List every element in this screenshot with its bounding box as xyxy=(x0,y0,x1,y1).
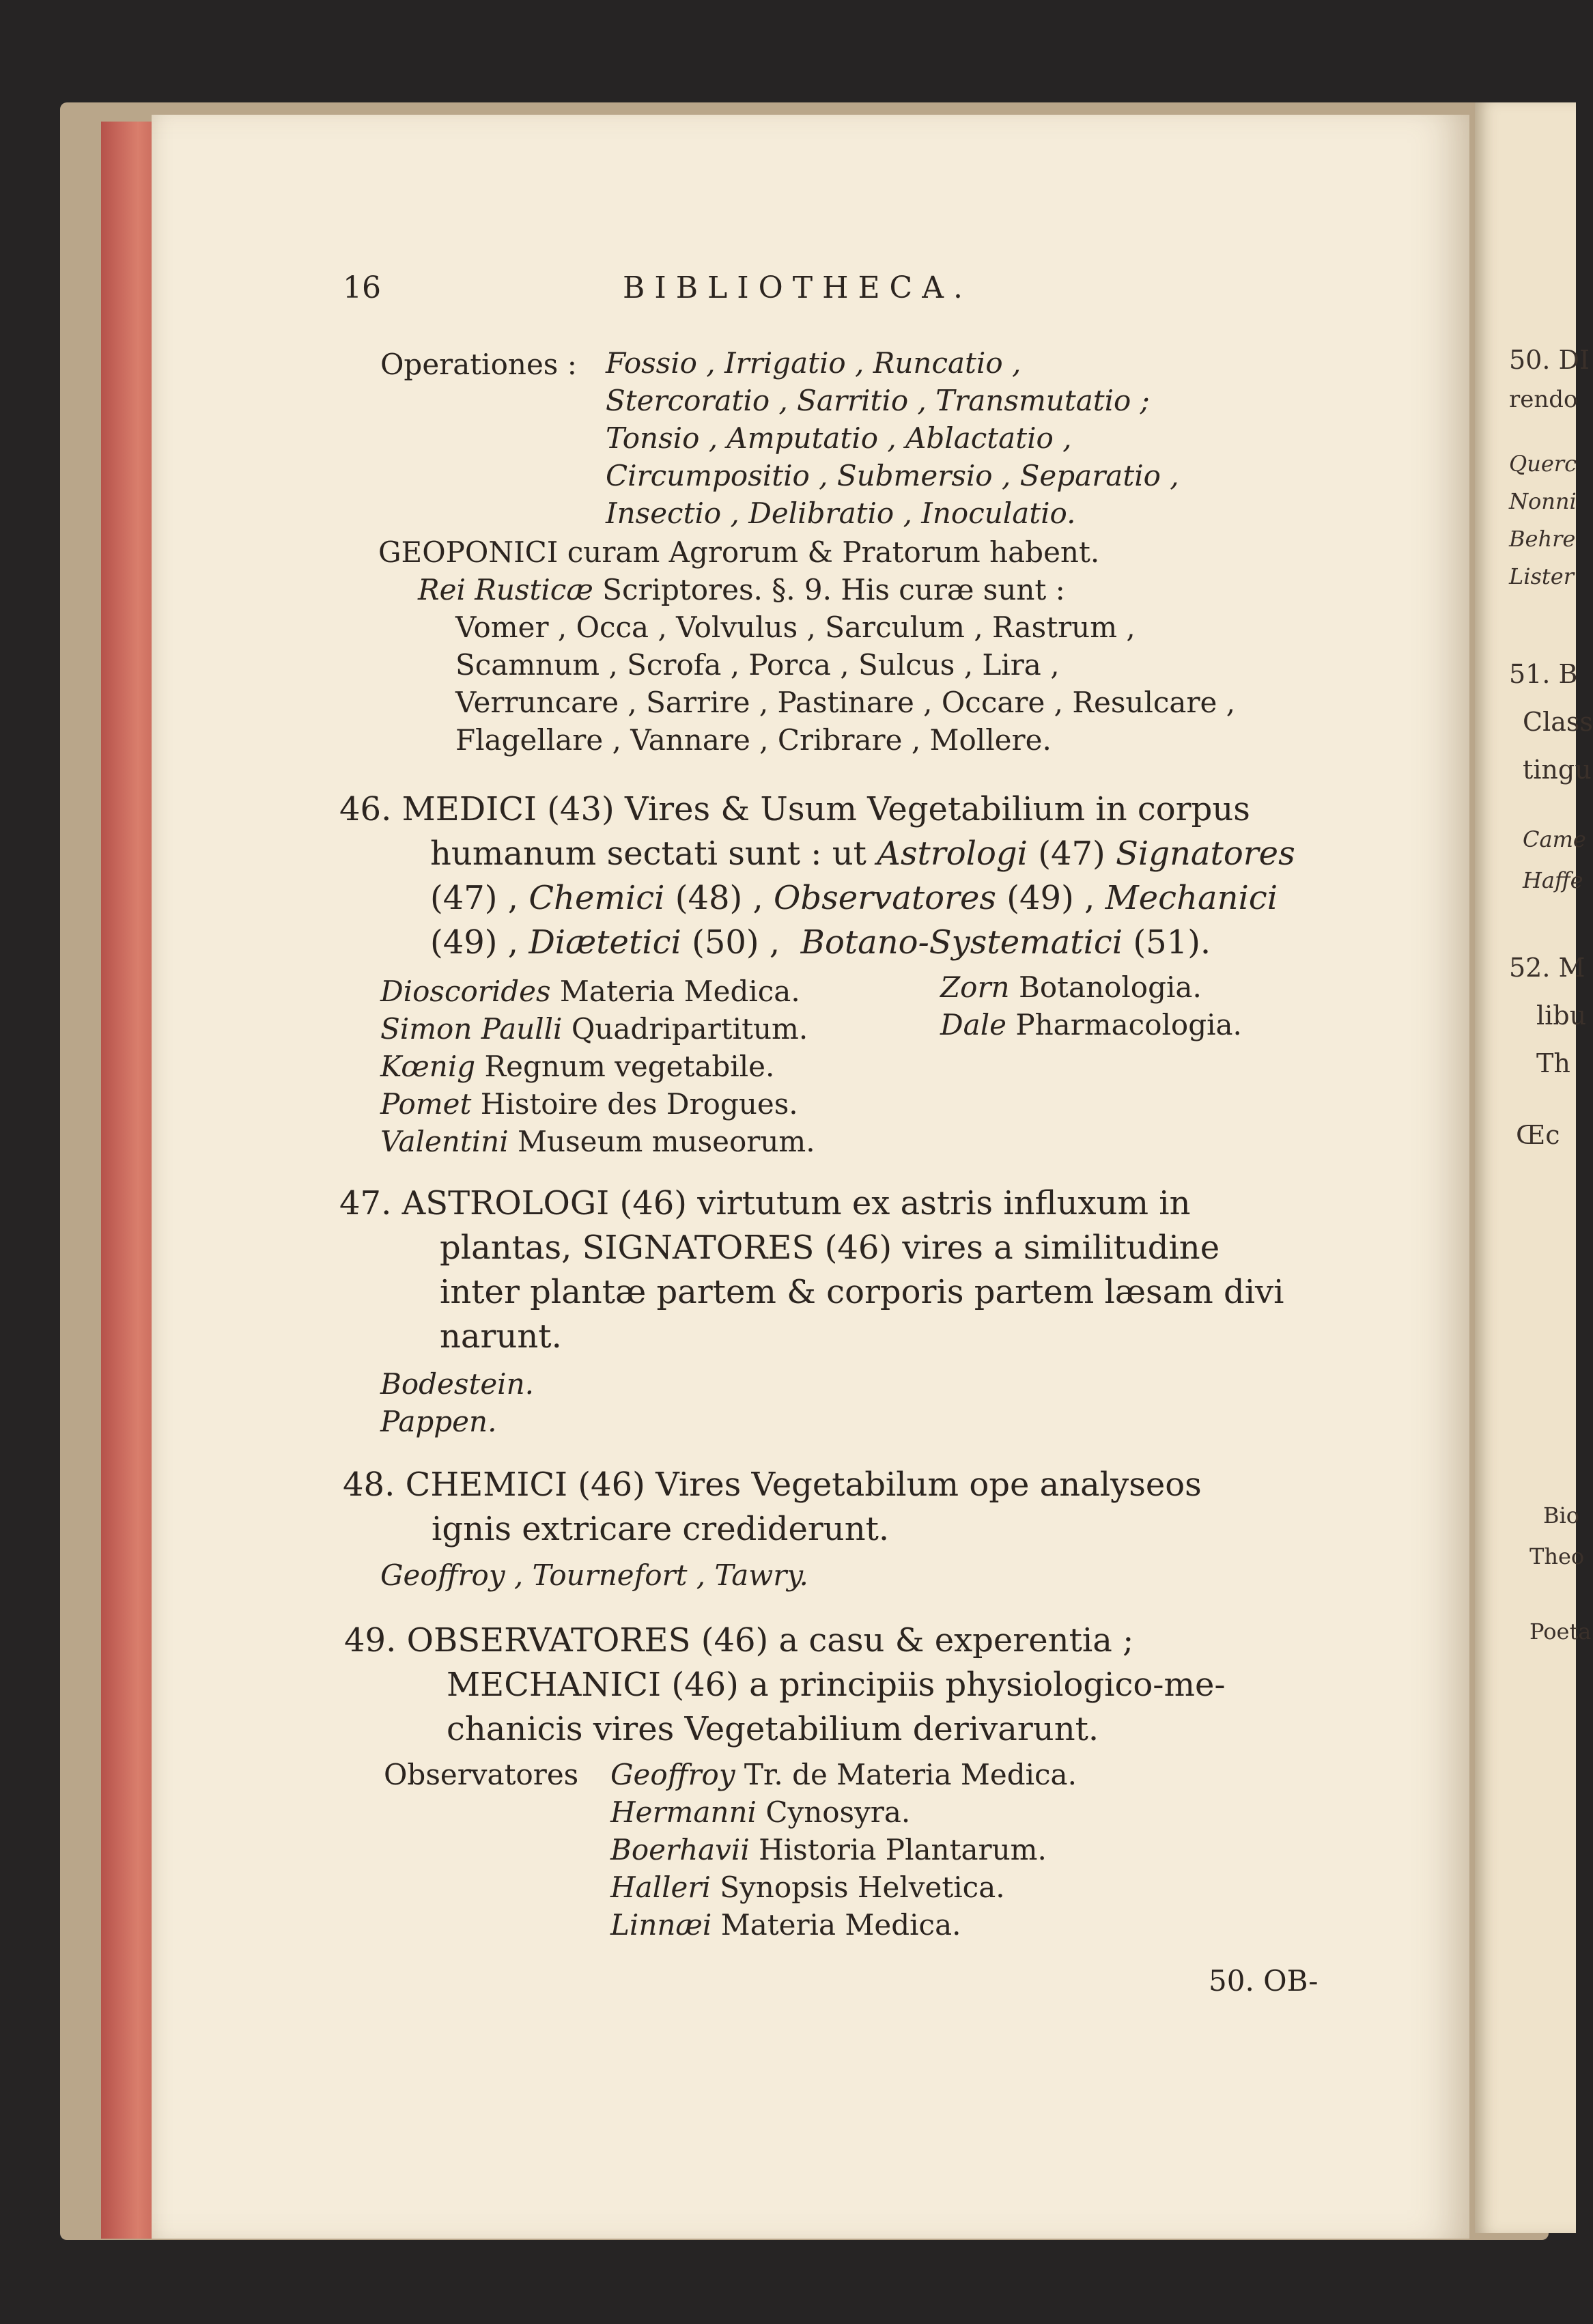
section-47-line: plantas, SIGNATORES (46) vires a similitudine xyxy=(440,1229,1220,1267)
operationes-line: Fossio , Irrigatio , Runcatio , xyxy=(606,346,1021,380)
section-49-line: chanicis vires Vegetabilium derivarunt. xyxy=(447,1710,1099,1748)
reference: Hermanni Cynosyra. xyxy=(610,1795,911,1829)
reference: Dale Pharmacologia. xyxy=(940,1008,1242,1041)
section-48-line: ignis extricare crediderunt. xyxy=(432,1510,890,1548)
np-fragment: Behre xyxy=(1509,526,1576,552)
np-fragment: Querc xyxy=(1509,451,1577,477)
np-fragment: Came xyxy=(1523,826,1586,852)
np-fragment: 50. DI xyxy=(1509,345,1590,375)
np-fragment: libu xyxy=(1536,1000,1587,1031)
running-title: BIBLIOTHECA. xyxy=(623,270,972,305)
section-49-line: MECHANICI (46) a principiis physiologico-me- xyxy=(447,1666,1226,1704)
operationes-line: Tonsio , Amputatio , Ablactatio , xyxy=(606,421,1072,455)
reference: Zorn Botanologia. xyxy=(940,970,1202,1004)
reference: Boerhavii Historia Plantarum. xyxy=(610,1833,1047,1866)
geoponici-line: Vomer , Occa , Volvulus , Sarculum , Rastrum , xyxy=(455,611,1136,644)
geoponici-line: Verruncare , Sarrire , Pastinare , Occare , Resulcare , xyxy=(455,686,1236,719)
operationes-line: Stercoratio , Sarritio , Transmutatio ; xyxy=(606,384,1150,417)
reference: Valentini Museum museorum. xyxy=(380,1125,815,1158)
np-fragment: Œc xyxy=(1516,1120,1560,1150)
operationes-label: Operationes : xyxy=(380,348,577,381)
reference: Linnæi Materia Medica. xyxy=(610,1908,961,1942)
reference: Geoffroy Tr. de Materia Medica. xyxy=(610,1758,1077,1791)
section-48-line: 48. CHEMICI (46) Vires Vegetabilum ope analyseos xyxy=(343,1466,1202,1504)
reference: Simon Paulli Quadripartitum. xyxy=(380,1012,808,1046)
section-47-line: narunt. xyxy=(440,1317,562,1356)
geoponici-line: Scamnum , Scrofa , Porca , Sulcus , Lira , xyxy=(455,648,1060,682)
book-page xyxy=(152,115,1469,2239)
np-fragment: 51. B xyxy=(1509,659,1578,689)
np-fragment: Th xyxy=(1536,1048,1570,1078)
observatores-label: Observatores xyxy=(384,1758,579,1791)
np-fragment: tingu xyxy=(1523,755,1592,785)
section-46-line: (49) , Diætetici (50) , Botano-Systematici (51). xyxy=(430,923,1211,962)
operationes-line: Insectio , Delibratio , Inoculatio. xyxy=(606,496,1076,530)
catchword: 50. OB- xyxy=(1209,1964,1319,1998)
np-fragment: Haffe xyxy=(1523,867,1583,893)
geoponici-line: Flagellare , Vannare , Cribrare , Mollere. xyxy=(455,723,1052,757)
reference: Pomet Histoire des Drogues. xyxy=(380,1087,798,1121)
reference: Pappen. xyxy=(380,1405,497,1438)
operationes-line: Circumpositio , Submersio , Separatio , xyxy=(606,459,1179,492)
reference: Dioscorides Materia Medica. xyxy=(380,975,800,1008)
reference: Bodestein. xyxy=(380,1367,535,1401)
reference: Geoffroy , Tournefort , Tawry. xyxy=(380,1558,808,1592)
facing-page-fragment xyxy=(1475,102,1593,2233)
np-fragment: Bio xyxy=(1543,1502,1580,1528)
section-49-line: 49. OBSERVATORES (46) a casu & experentia ; xyxy=(344,1621,1134,1660)
np-fragment: Lister xyxy=(1509,563,1574,589)
np-fragment: Poeta xyxy=(1529,1619,1592,1644)
section-46-line: (47) , Chemici (48) , Observatores (49) , Mechanici xyxy=(430,879,1278,917)
geoponici-line: GEOPONICI curam Agrorum & Pratorum habent. xyxy=(378,535,1100,569)
np-fragment: Theo xyxy=(1529,1543,1585,1569)
section-47-line: inter plantæ partem & corporis partem læsam divi xyxy=(440,1273,1284,1311)
np-fragment: rendo xyxy=(1509,386,1578,413)
reference: Halleri Synopsis Helvetica. xyxy=(610,1871,1005,1904)
geoponici-line: Rei Rusticæ Scriptores. §. 9. His curæ sunt : xyxy=(418,573,1065,606)
np-fragment: 52. M xyxy=(1509,953,1585,983)
section-46-line: 46. MEDICI (43) Vires & Usum Vegetabilium in corpus xyxy=(339,790,1250,828)
reference: Kœnig Regnum vegetabile. xyxy=(380,1050,775,1083)
section-46-line: humanum sectati sunt : ut Astrologi (47) Signatores xyxy=(430,835,1295,873)
section-47-line: 47. ASTROLOGI (46) virtutum ex astris influxum in xyxy=(339,1184,1191,1222)
np-fragment: Class xyxy=(1523,707,1593,737)
np-fragment: Nonni xyxy=(1509,488,1577,514)
page-number: 16 xyxy=(343,270,381,305)
